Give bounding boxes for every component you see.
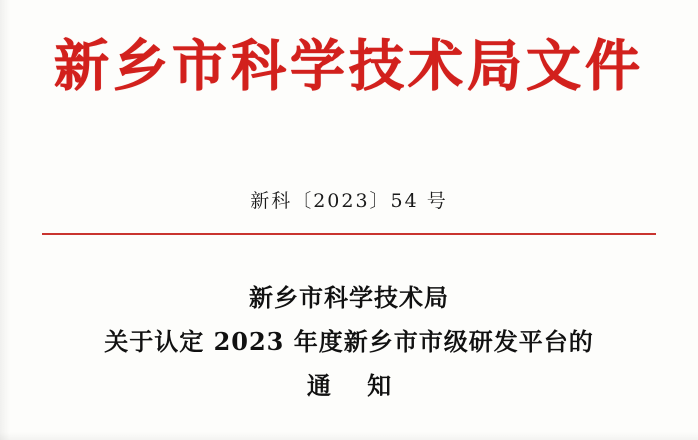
document-title-block (0, 276, 698, 408)
document-serial-number: 新科〔2023〕54 号 (250, 190, 448, 212)
title-line-issuer: 新乡市科学技术局 (249, 283, 449, 312)
scan-edge-shading-bottom (0, 432, 698, 440)
title-line-notice: 通 知 (306, 371, 406, 400)
document-masthead-title: 新乡市科学技术局文件 (53, 33, 644, 98)
red-separator-rule (42, 233, 656, 235)
title-line-subject: 关于认定 2023 年度新乡市市级研发平台的 (104, 327, 594, 356)
